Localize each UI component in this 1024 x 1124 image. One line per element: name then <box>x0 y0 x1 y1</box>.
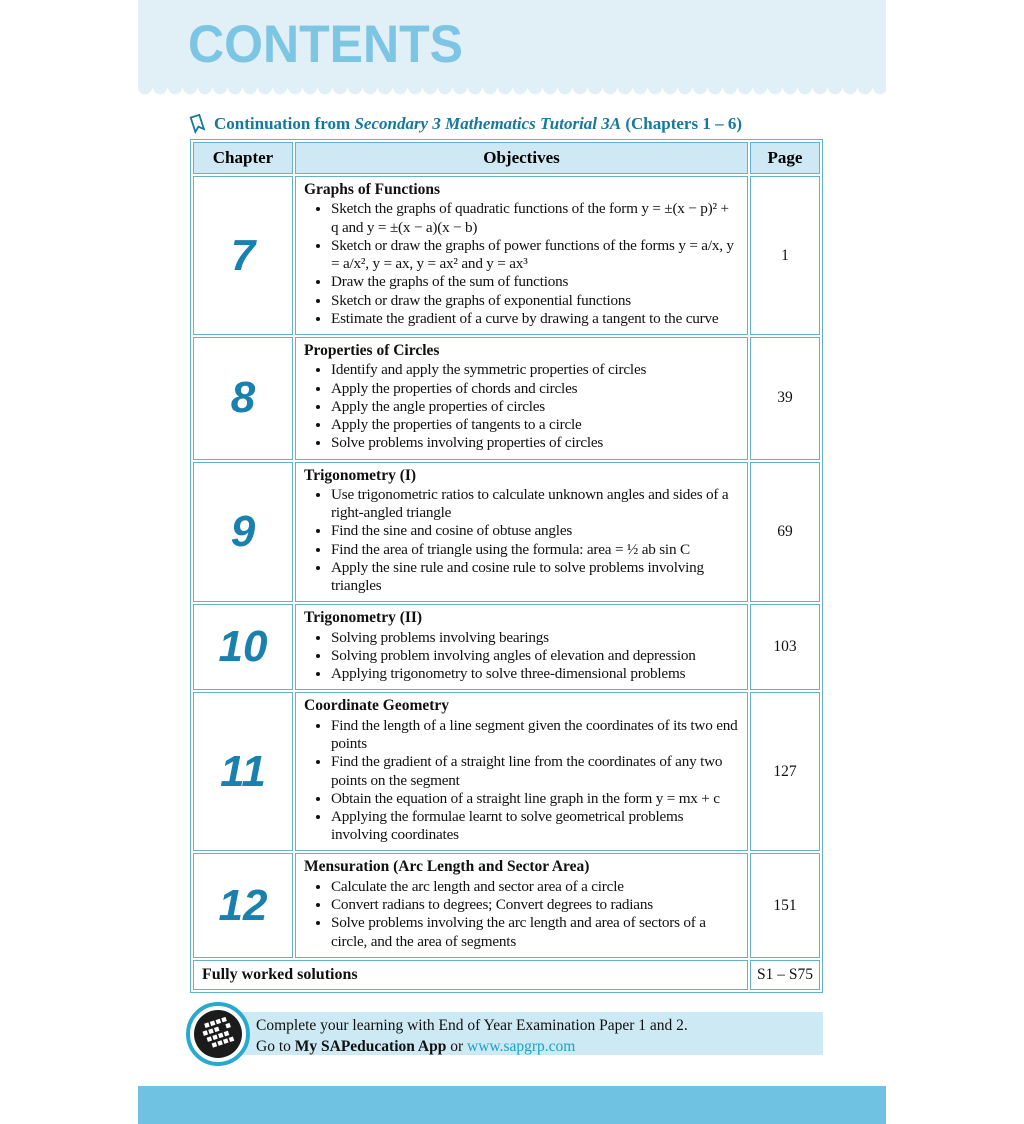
footer-note <box>190 1002 823 1066</box>
footer-note-strip <box>218 1012 823 1055</box>
objectives-cell <box>295 853 748 957</box>
page-number: 69 <box>750 462 820 603</box>
footer-note-or: or <box>446 1037 468 1055</box>
chapter-title: Coordinate Geometry <box>304 697 450 715</box>
continuation-prefix: Continuation from <box>214 114 351 133</box>
page-number: 151 <box>750 853 820 957</box>
objectives-list <box>304 717 739 845</box>
bookmark-icon <box>190 115 205 134</box>
page-body <box>138 0 886 1124</box>
solutions-label: Fully worked solutions <box>193 960 748 990</box>
footer-note-text <box>256 1016 823 1058</box>
toc-row-chapter-7 <box>193 176 820 335</box>
objective-item: • Convert radians to degrees; Convert degrees to radians <box>331 896 739 914</box>
chapter-title: Graphs of Functions <box>304 181 441 198</box>
page-header-banner <box>138 0 886 88</box>
chapter-number: 8 <box>193 337 293 460</box>
footer-note-line1: Complete your learning with End of Year Examination Paper 1 and 2. <box>256 1016 688 1034</box>
objective-item: • Solving problem involving angles of elevation and depression <box>331 647 739 665</box>
objective-item: • Calculate the arc length and sector area of a circle <box>331 878 739 896</box>
objective-item: • Draw the graphs of the sum of functions <box>331 273 739 291</box>
toc-row-chapter-8 <box>193 337 820 460</box>
objective-item: • Estimate the gradient of a curve by drawing a tangent to the curve <box>331 310 739 328</box>
objective-item: • Apply the sine rule and cosine rule to solve problems involving triangles <box>331 559 739 595</box>
page-number: 127 <box>750 692 820 851</box>
toc-header-row <box>193 142 820 174</box>
objectives-cell <box>295 462 748 603</box>
page-number: 1 <box>750 176 820 335</box>
continuation-suffix: (Chapters 1 – 6) <box>625 114 742 133</box>
chapter-number: 10 <box>193 604 293 690</box>
objective-item: • Solve problems involving the arc length and area of sectors of a circle, and the area of segments <box>331 914 739 950</box>
objectives-cell <box>295 176 748 335</box>
objective-item: • Find the area of triangle using the formula: area = ½ ab sin C <box>331 541 739 559</box>
chapter-title: Trigonometry (I) <box>304 466 417 484</box>
objective-item: • Sketch the graphs of quadratic functions of the form y = ±(x − p)² + q and y = ±(x − a)(x − b) <box>331 200 739 236</box>
toc-row-solutions <box>193 960 820 990</box>
continuation-text <box>214 114 742 134</box>
objective-item: • Applying trigonometry to solve three-dimensional problems <box>331 665 739 683</box>
objectives-list <box>304 629 739 684</box>
objective-item: • Find the gradient of a straight line from the coordinates of any two points on the segment <box>331 753 739 789</box>
chapter-column-header: Chapter <box>193 142 293 174</box>
chapter-number: 11 <box>193 692 293 851</box>
objectives-cell <box>295 692 748 851</box>
toc-row-chapter-11 <box>193 692 820 851</box>
objectives-cell <box>295 604 748 690</box>
objective-item: • Obtain the equation of a straight line graph in the form y = mx + c <box>331 790 739 808</box>
objective-item: • Solving problems involving bearings <box>331 629 739 647</box>
objective-item: • Sketch or draw the graphs of exponential functions <box>331 292 739 310</box>
objectives-list <box>304 200 739 328</box>
sap-education-logo <box>186 1002 250 1066</box>
page-title: CONTENTS <box>188 14 463 74</box>
objectives-list <box>304 361 739 452</box>
objective-item: • Applying the formulae learnt to solve geometrical problems involving coordinates <box>331 808 739 844</box>
chapter-title: Properties of Circles <box>304 342 440 360</box>
toc-table <box>190 139 823 993</box>
objectives-list <box>304 878 739 951</box>
chapter-number: 7 <box>193 176 293 335</box>
footer-note-line2 <box>256 1037 823 1058</box>
website-link[interactable]: www.sapgrp.com <box>467 1037 576 1055</box>
objective-item: • Apply the properties of tangents to a circle <box>331 416 739 434</box>
app-name: My SAPeducation App <box>294 1037 447 1055</box>
bottom-accent-bar <box>138 1086 886 1124</box>
scalloped-edge <box>138 88 886 97</box>
objective-item: • Identify and apply the symmetric properties of circles <box>331 361 739 379</box>
chapter-title: Trigonometry (II) <box>304 609 423 627</box>
toc-row-chapter-9 <box>193 462 820 603</box>
toc-row-chapter-12 <box>193 853 820 957</box>
toc-row-chapter-10 <box>193 604 820 690</box>
objective-item: • Apply the angle properties of circles <box>331 398 739 416</box>
objective-item: • Use trigonometric ratios to calculate unknown angles and sides of a right-angled triangle <box>331 486 739 522</box>
objectives-column-header: Objectives <box>295 142 748 174</box>
objective-item: • Apply the properties of chords and circles <box>331 380 739 398</box>
continuation-book-title: Secondary 3 Mathematics Tutorial 3A <box>354 114 622 133</box>
objective-item: • Find the sine and cosine of obtuse angles <box>331 522 739 540</box>
page-column-header: Page <box>750 142 820 174</box>
page-number: 39 <box>750 337 820 460</box>
objective-item: • Solve problems involving properties of circles <box>331 434 739 452</box>
page-number: 103 <box>750 604 820 690</box>
chapter-title: Mensuration (Arc Length and Sector Area) <box>304 858 590 876</box>
objectives-cell <box>295 337 748 460</box>
chapter-number: 12 <box>193 853 293 957</box>
objective-item: • Sketch or draw the graphs of power functions of the forms y = a/x, y = a/x², y = ax, y = ax² and y = ax³ <box>331 237 739 273</box>
continuation-note <box>190 114 886 134</box>
objectives-list <box>304 486 739 595</box>
chapter-number: 9 <box>193 462 293 603</box>
solutions-page-range: S1 – S75 <box>750 960 820 990</box>
footer-note-goto: Go to <box>256 1037 295 1055</box>
objective-item: • Find the length of a line segment given the coordinates of its two end points <box>331 717 739 753</box>
